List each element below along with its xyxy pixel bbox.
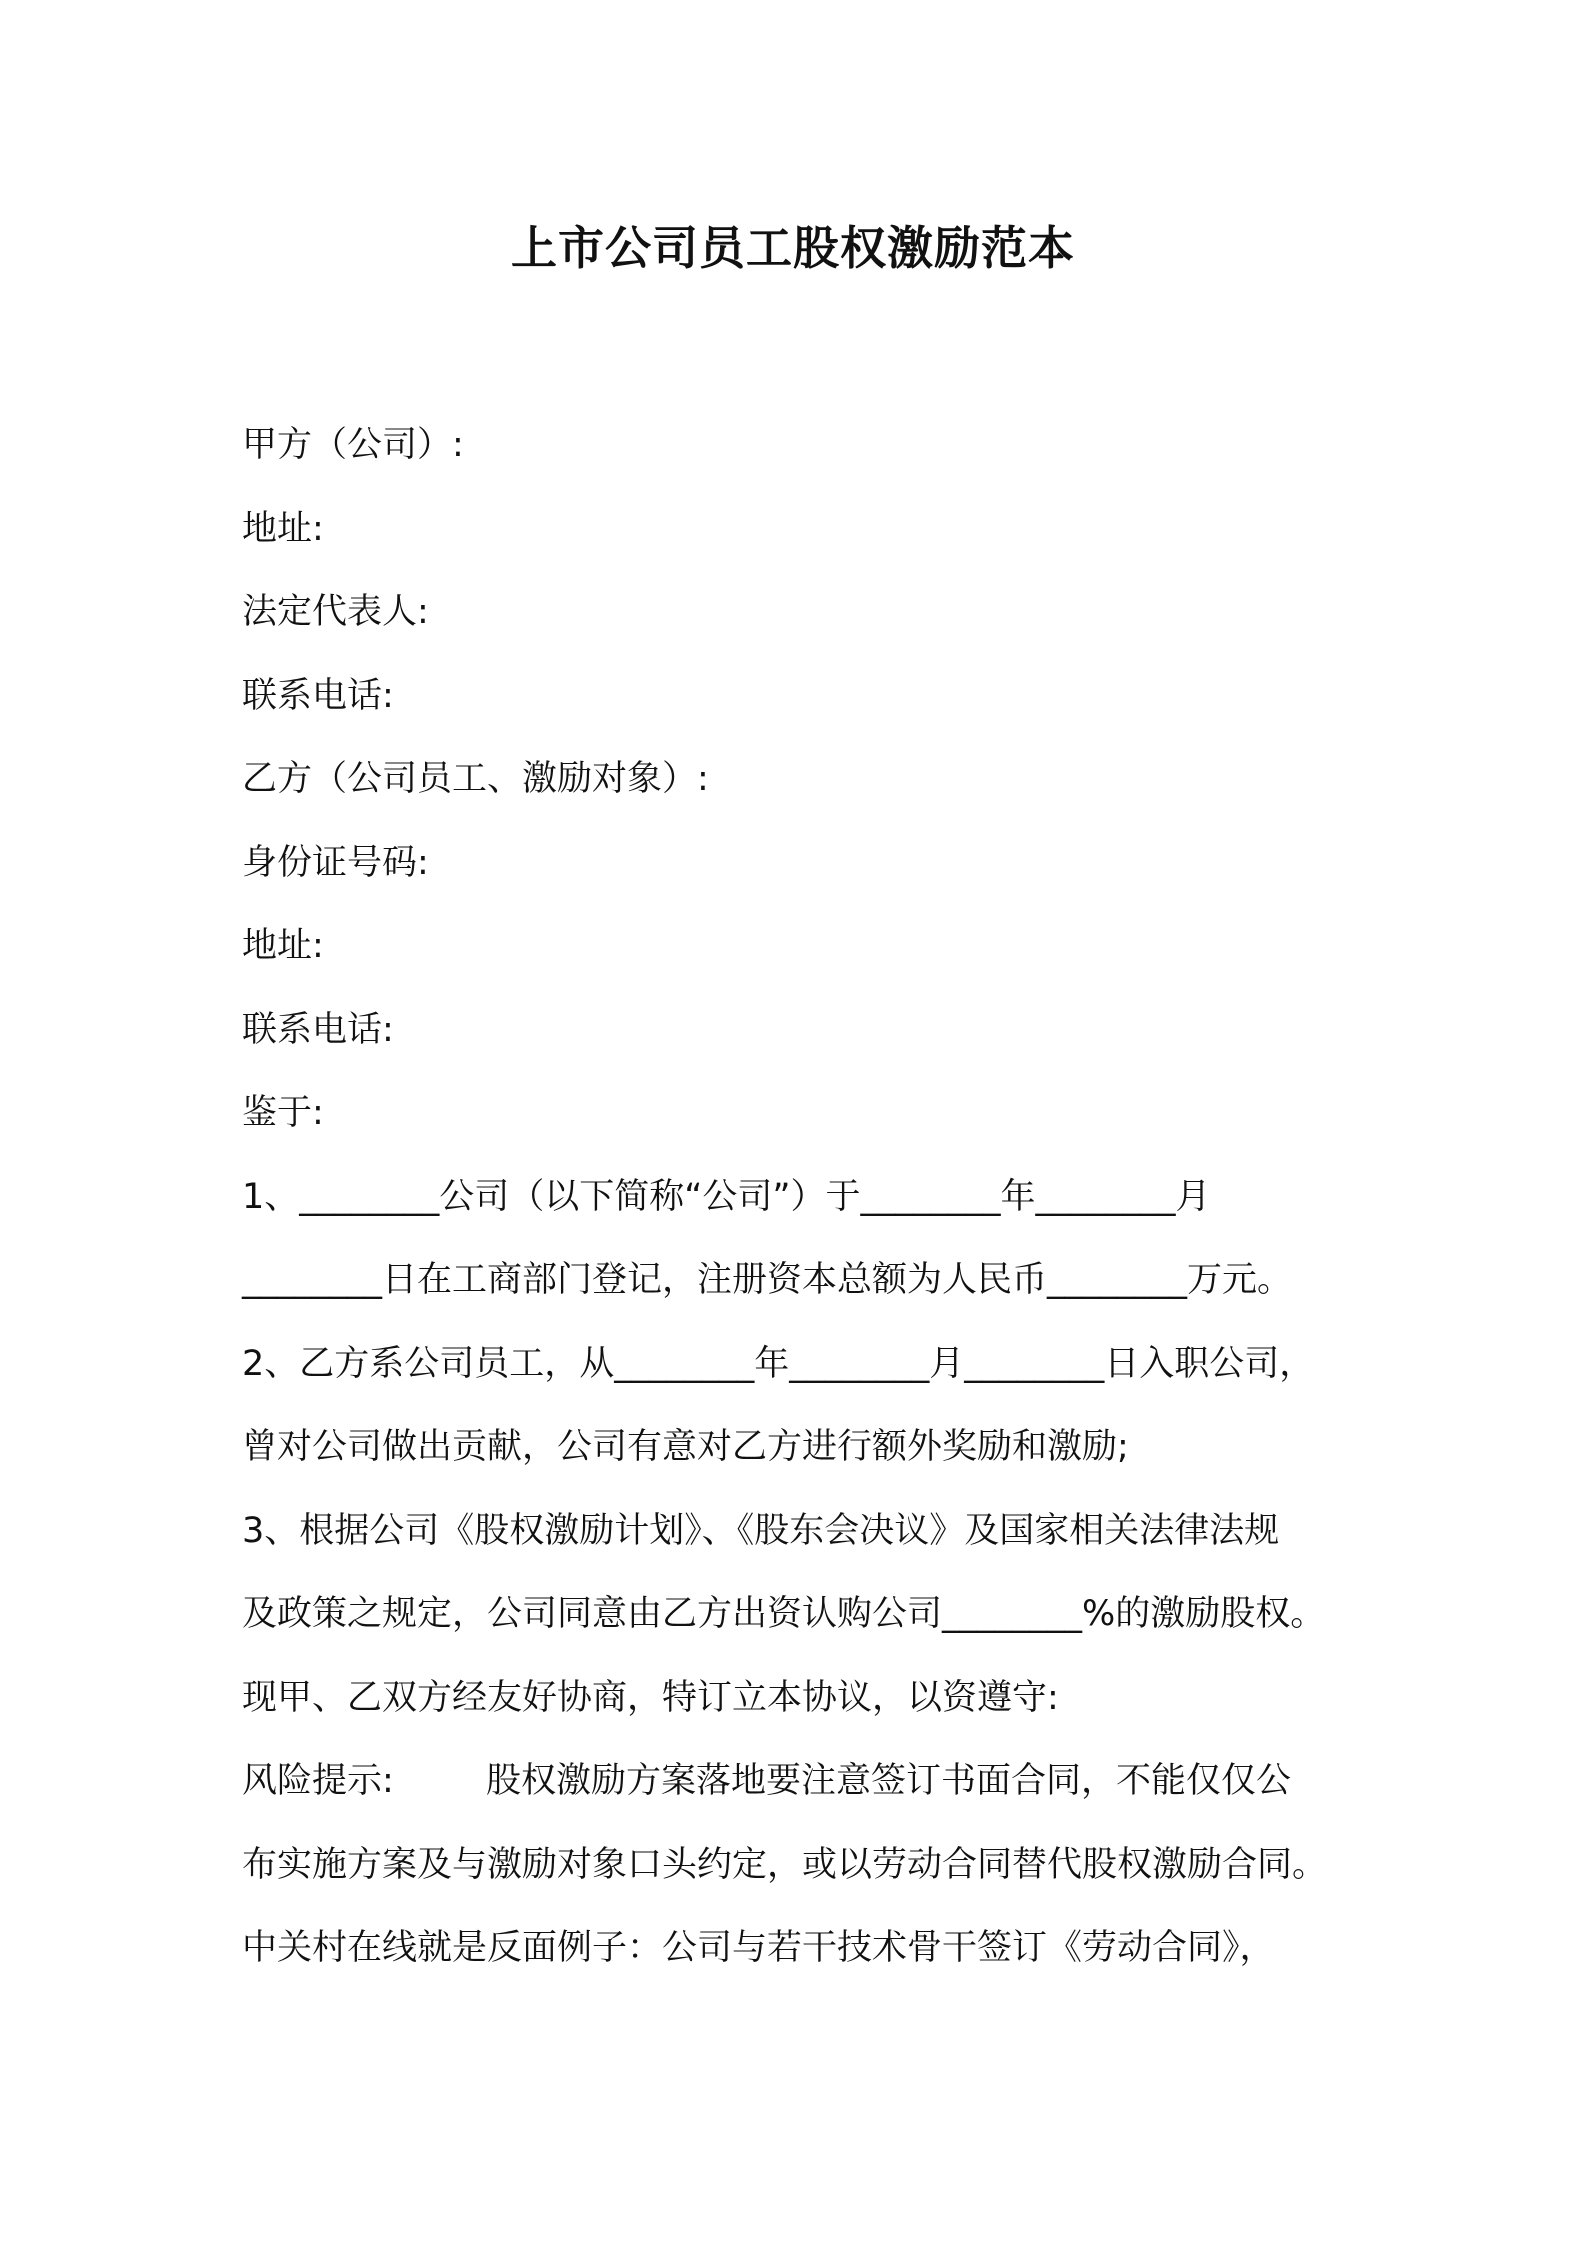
agreement-intro-line: 现甲、乙双方经友好协商，特订立本协议，以资遵守: [242,1677,1059,1718]
party-b-line: 乙方（公司员工、激励对象）: [242,759,709,799]
recital-1-line-2: ________日在工商部门登记，注册资本总额为人民币________万元。 [242,1260,1293,1300]
party-a-company-line: 甲方（公司）: [242,425,464,465]
recital-2-line-2: 曾对公司做出贡献，公司有意对乙方进行额外奖励和激励; [242,1427,1129,1467]
legal-representative-line: 法定代表人: [242,592,429,632]
risk-note-line-2: 布实施方案及与激励对象口头约定，或以劳动合同替代股权激励合同。 [242,1844,1328,1885]
document-body [242,404,1382,1991]
recital-1-line-1: 1、________公司（以下简称“公司”）于________年________月 [242,1176,1211,1217]
risk-note-line-1 [242,1740,1382,1824]
risk-note-label: 风险提示: [242,1761,394,1801]
risk-note-line-3: 中关村在线就是反面例子：公司与若干技术骨干签订《劳动合同》， [242,1928,1275,1968]
whereas-heading: 鉴于: [242,1093,324,1133]
party-b-phone-line: 联系电话: [242,1009,394,1050]
recital-3-line-1: 3、根据公司《股权激励计划》、《股东会决议》及国家相关法律法规 [242,1510,1280,1551]
risk-note-text-1: 股权激励方案落地要注意签订书面合同，不能仅仅公 [486,1761,1292,1801]
recital-2-line-1: 2、乙方系公司员工，从________年________月________日入职公司， [242,1343,1315,1384]
recital-3-line-2: 及政策之规定，公司同意由乙方出资认购公司________%的激励股权。 [242,1594,1326,1634]
id-number-line: 身份证号码: [242,842,429,883]
party-a-phone-line: 联系电话: [242,675,394,716]
party-a-address-line: 地址: [242,508,324,549]
document-title: 上市公司员工股权激励范本 [511,221,1075,275]
party-b-address-line: 地址: [242,926,324,966]
